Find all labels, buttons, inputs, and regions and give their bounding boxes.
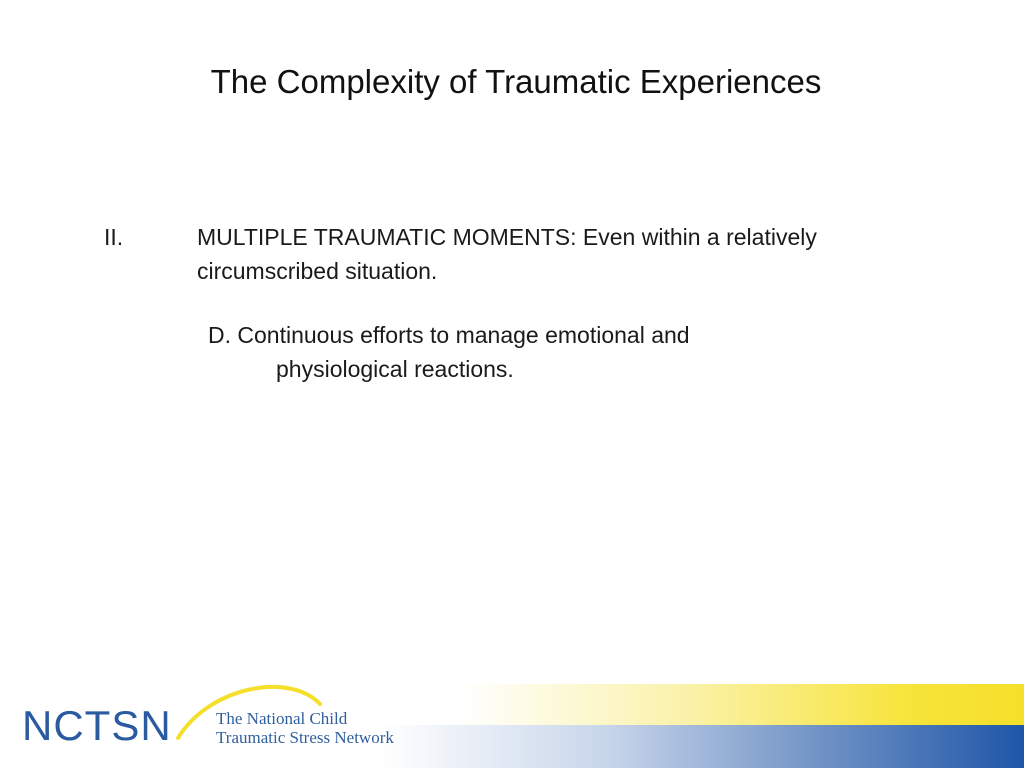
footer-blue-band xyxy=(380,725,1024,768)
logo-org-line1: The National Child xyxy=(216,709,348,728)
slide-title: The Complexity of Traumatic Experiences xyxy=(210,63,822,100)
sub-item-line1: D. Continuous efforts to manage emotional and xyxy=(208,322,690,348)
logo-org-line2: Traumatic Stress Network xyxy=(216,728,394,747)
outline-heading: MULTIPLE TRAUMATIC MOMENTS: Even within a relatively circumscribed situation. xyxy=(197,224,817,284)
outline-numeral: II. xyxy=(104,224,124,250)
logo-org-name xyxy=(216,709,394,747)
outline-sub-item xyxy=(208,318,808,386)
sub-item-line2: physiological reactions. xyxy=(276,356,514,382)
footer-yellow-band xyxy=(460,684,1024,725)
logo-acronym: NCTSN xyxy=(22,702,172,749)
outline-item xyxy=(104,220,904,288)
slide-outline xyxy=(104,220,904,386)
